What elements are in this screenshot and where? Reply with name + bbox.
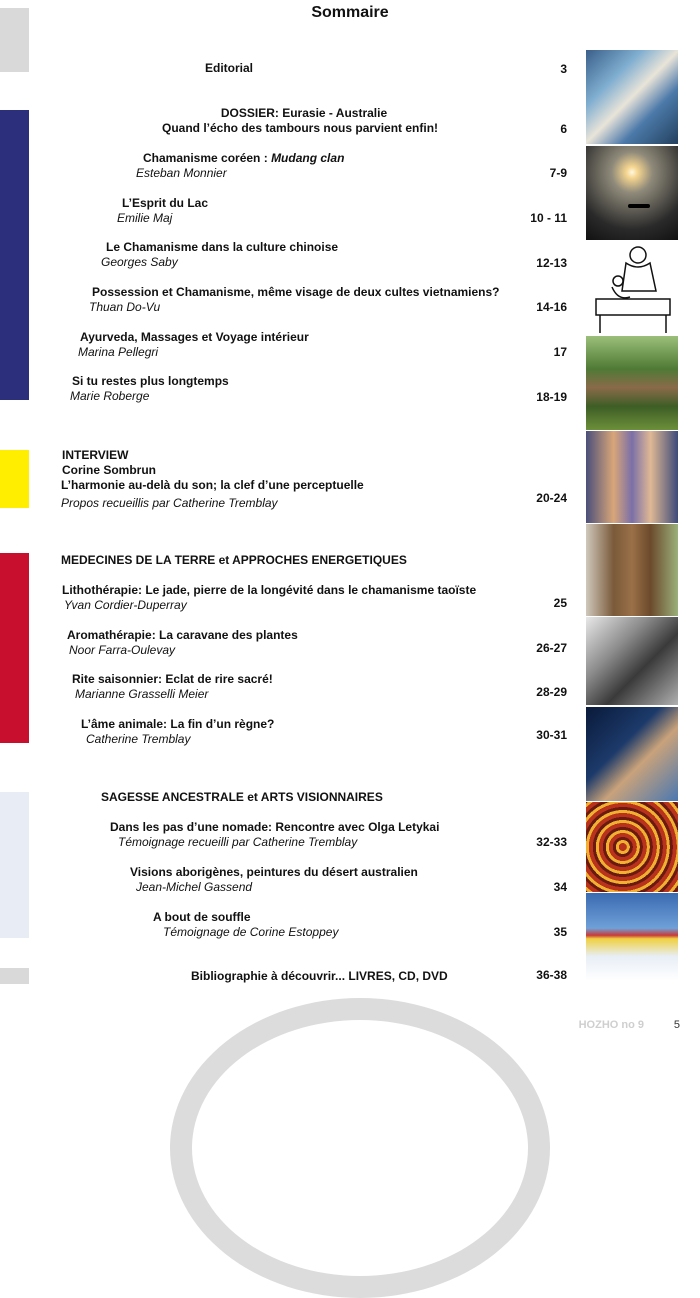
entry-title: Chamanisme coréen : [143,151,268,165]
entry-author: Emilie Maj [117,211,173,225]
entry-title: Si tu restes plus longtemps [72,374,229,388]
page-number: 32-33 [536,835,567,849]
photo-sketch-figure [586,241,678,335]
color-bar-yellow [0,450,29,508]
page-number: 25 [553,596,567,610]
page-title: Sommaire [311,4,389,21]
toc-entry-dossier[interactable] [162,106,438,136]
entry-author: Témoignage recueilli par Catherine Tremblay [118,835,358,849]
entry-title: Dans les pas d’une nomade: Rencontre avec Olga Letykai [110,820,440,834]
entry-title: Visions aborigènes, peintures du désert australien [130,865,418,879]
entry-author: Thuan Do-Vu [89,300,161,314]
entry-title: L’Esprit du Lac [122,196,209,210]
toc-entry-biblio[interactable] [191,969,448,984]
entry-author: Marianne Grasselli Meier [75,687,209,701]
entry-author: Propos recueillis par Catherine Tremblay [61,496,278,510]
entry-author: Esteban Monnier [136,166,227,180]
entry-title: Ayurveda, Massages et Voyage intérieur [80,330,309,344]
entry-subtitle: Quand l’écho des tambours nous parvient enfin! [162,121,439,135]
page-number: 34 [553,880,567,894]
section-heading-medecines: MEDECINES DE LA TERRE et APPROCHES ENERGETIQUES [61,553,407,567]
photo-two-women-portrait [586,431,678,523]
toc-entry-souffle[interactable] [153,910,338,940]
entry-section-label: INTERVIEW [62,448,129,462]
entry-author: Catherine Tremblay [86,732,191,746]
entry-author: Yvan Cordier-Duperray [64,598,187,612]
entry-title: Bibliographie à découvrir... LIVRES, CD, DVD [191,969,448,983]
page-number: 36-38 [536,968,567,982]
toc-entry-rite[interactable] [72,672,273,702]
footer-magazine-name: HOZHO no 9 [578,1019,644,1031]
page-number: 30-31 [536,728,567,742]
page-number: 18-19 [536,390,567,404]
page-number: 28-29 [536,685,567,699]
page-number: 6 [560,122,567,136]
page-number: 14-16 [536,300,567,314]
photo-drummer-performer [586,707,678,801]
entry-title-emphasis: Mudang clan [271,151,345,165]
entry-title: DOSSIER: Eurasie - Australie [220,106,388,120]
entry-title: A bout de souffle [153,910,251,924]
entry-name: Corine Sombrun [62,463,157,477]
entry-title: L’âme animale: La fin d’un règne? [81,717,275,731]
toc-entry-esprit[interactable] [117,196,209,226]
entry-author: Témoignage de Corine Estoppey [163,925,339,939]
entry-title: Editorial [205,61,254,75]
toc-entry-interview[interactable] [62,448,364,511]
page-number: 12-13 [536,256,567,270]
toc-entry-editorial[interactable] [205,61,253,76]
entry-title: Lithothérapie: Le jade, pierre de la longévité dans le chamanisme taoïste [62,583,477,597]
entry-author: Marina Pellegri [78,345,159,359]
toc-entry-possession[interactable] [89,285,500,315]
entry-title: Rite saisonnier: Eclat de rire sacré! [72,672,273,686]
photo-lake-sunset [586,146,678,240]
toc-entry-aroma[interactable] [67,628,298,658]
decorative-arc [170,998,550,1298]
entry-author: Georges Saby [101,255,178,269]
toc-entry-si-tu[interactable] [72,374,229,404]
toc-entry-chinoise[interactable] [101,240,339,270]
entry-title: L’harmonie au-delà du son; la clef d’une perceptuelle [61,478,364,492]
toc-entry-ame[interactable] [81,717,274,747]
sketch-illustration [586,241,678,335]
section-heading-sagesse: SAGESSE ANCESTRALE et ARTS VISIONNAIRES [101,790,383,804]
entry-author: Noor Farra-Oulevay [69,643,176,657]
page-number: 10 - 11 [530,211,567,225]
page-number: 17 [553,345,567,359]
page-number: 20-24 [536,491,567,505]
photo-wooden-door [586,524,678,616]
footer-page-number: 5 [673,1019,680,1031]
entry-title: Aromathérapie: La caravane des plantes [67,628,298,642]
entry-title: Le Chamanisme dans la culture chinoise [106,240,339,254]
page-number: 35 [553,925,567,939]
page-number: 7-9 [549,166,567,180]
photo-prayer-flags-mountains [586,893,678,981]
boat-silhouette [628,204,650,208]
toc-entry-coreen[interactable] [136,151,345,181]
color-bar-pale [0,792,29,938]
page-number: 3 [560,62,567,76]
toc-entry-visions[interactable] [130,865,418,895]
entry-author: Jean-Michel Gassend [136,880,253,894]
photo-elder-face [586,617,678,705]
photo-hanging-garments [586,50,678,144]
toc-entry-litho[interactable] [62,583,476,613]
color-bar-red [0,553,29,743]
color-bar-gray-bottom [0,968,29,984]
page-number: 26-27 [536,641,567,655]
entry-author: Marie Roberge [70,389,150,403]
entry-title: Possession et Chamanisme, même visage de deux cultes vietnamiens? [92,285,500,299]
photo-aboriginal-painting [586,802,678,892]
toc-entry-ayurveda[interactable] [80,330,309,360]
color-bar-blue [0,110,29,400]
photo-tropical-house [586,336,678,430]
toc-entry-nomade[interactable] [110,820,439,850]
